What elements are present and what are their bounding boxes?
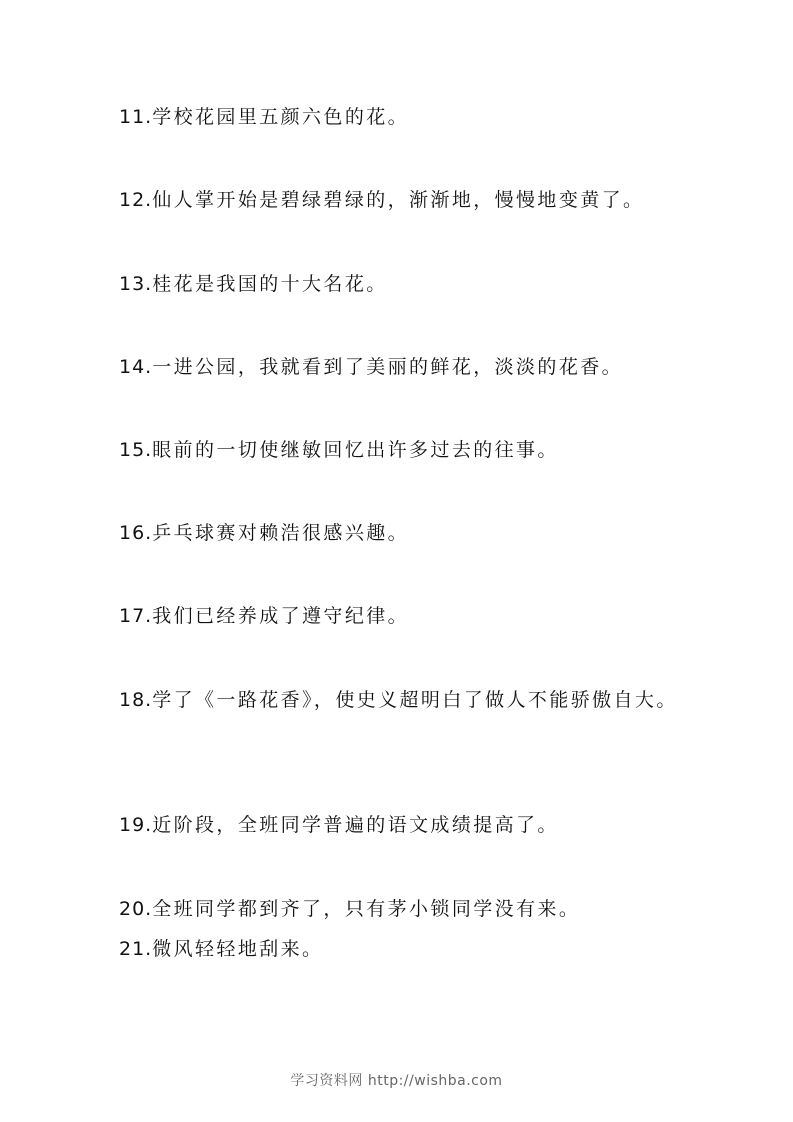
sentence-item-21 (119, 929, 679, 969)
sentence-item-14 (119, 347, 679, 387)
sentence-item-18 (119, 680, 679, 720)
item-text: 一进公园，我就看到了美丽的鲜花，淡淡的花香。 (152, 356, 624, 378)
item-text: 桂花是我国的十大名花。 (152, 273, 388, 295)
sentence-item-20 (119, 889, 679, 929)
item-text: 乒乓球赛对赖浩很感兴趣。 (152, 522, 410, 544)
item-number: 11. (119, 106, 153, 128)
item-number: 14. (119, 356, 153, 378)
item-text: 眼前的一切使继敏回忆出许多过去的往事。 (152, 439, 559, 461)
item-number: 19. (119, 814, 153, 836)
item-number: 13. (119, 273, 153, 295)
footer-watermark: 学习资料网 http://wishba.com (290, 1073, 503, 1089)
item-number: 20. (119, 898, 153, 920)
item-text: 仙人掌开始是碧绿碧绿的，渐渐地，慢慢地变黄了。 (152, 189, 645, 211)
sentence-item-16 (119, 513, 679, 553)
sentence-item-19 (119, 805, 679, 845)
item-number: 17. (119, 605, 153, 627)
sentence-item-11 (119, 97, 679, 137)
sentence-item-17 (119, 596, 679, 636)
item-text: 近阶段，全班同学普遍的语文成绩提高了。 (152, 814, 559, 836)
item-number: 15. (119, 439, 153, 461)
item-number: 18. (119, 689, 153, 711)
sentence-item-12 (119, 180, 679, 220)
item-text: 我们已经养成了遵守纪律。 (152, 605, 410, 627)
sentence-item-15 (119, 430, 679, 470)
item-text: 学校花园里五颜六色的花。 (152, 106, 410, 128)
item-text: 全班同学都到齐了，只有茅小锁同学没有来。 (152, 898, 581, 920)
item-number: 16. (119, 522, 153, 544)
item-text: 学了《一路花香》，使史义超明白了做人不能骄傲自大。 (152, 689, 678, 711)
item-text: 微风轻轻地刮来。 (152, 938, 324, 960)
item-number: 21. (119, 938, 153, 960)
sentence-item-13 (119, 264, 679, 304)
item-number: 12. (119, 189, 153, 211)
